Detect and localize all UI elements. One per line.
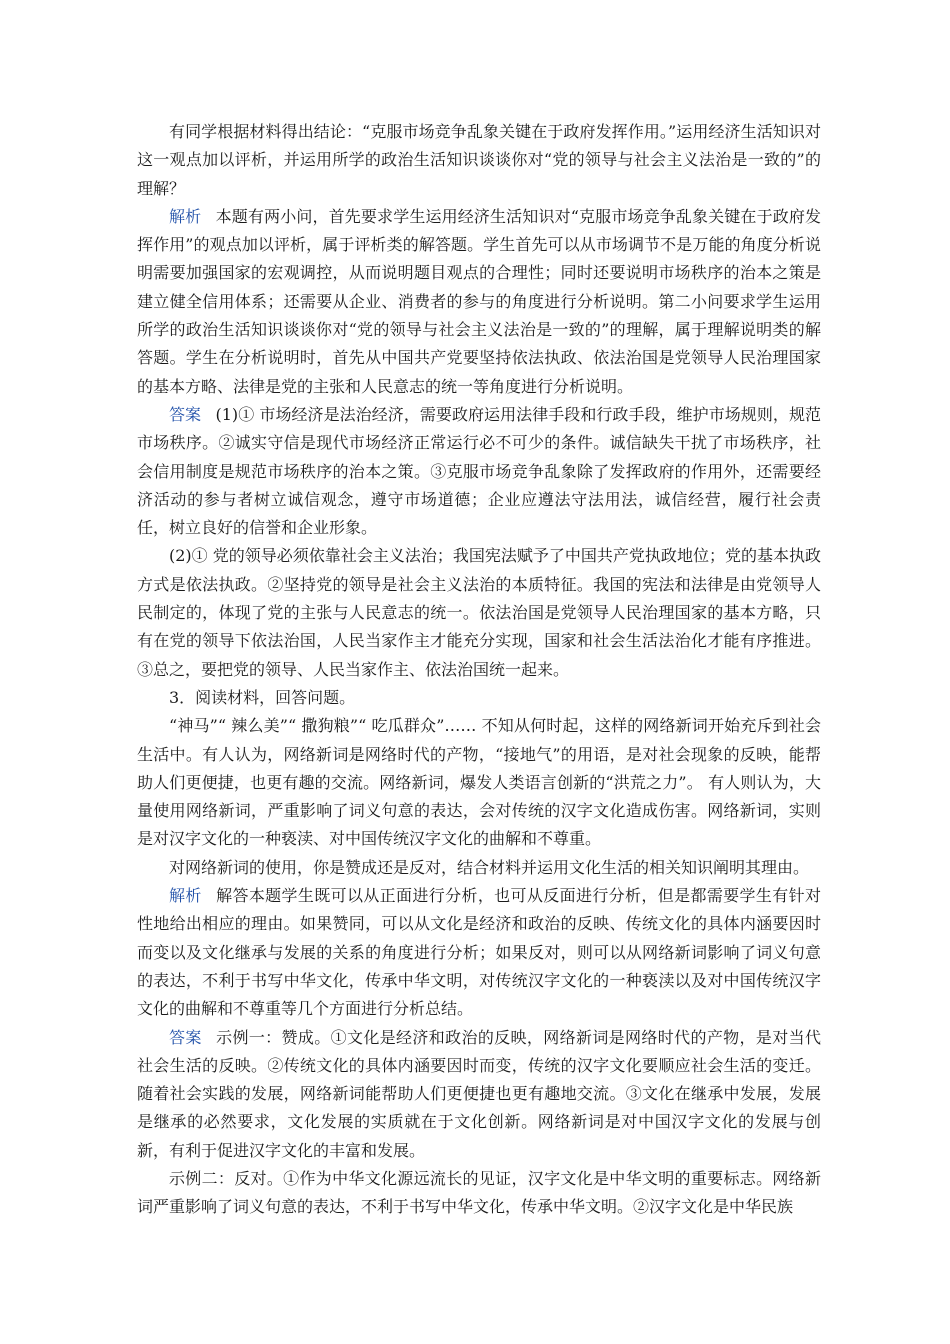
answer-label: 答案 <box>169 404 202 424</box>
paragraph-text: 示例二：反对。①作为中华文化源远流长的见证，汉字文化是中华文明的重要标志。网络新词严重影响了词义句意的表达，不利于书写中华文化，传承中华文明。②汉字文化是中华民族 <box>137 1168 821 1217</box>
paragraph-text: 对网络新词的使用，你是赞成还是反对，结合材料并运用文化生活的相关知识阐明其理由。 <box>169 857 810 877</box>
question-number-paragraph <box>137 684 821 712</box>
answer-paragraph <box>137 401 821 542</box>
answer-label: 答案 <box>169 1027 202 1047</box>
paragraph-text: 3．阅读材料，回答问题。 <box>169 687 356 707</box>
document-body <box>137 118 821 1222</box>
paragraph-text: 解答本题学生既可以从正面进行分析，也可从反面进行分析，但是都需要学生有针对性地给出相应的理由。如果赞同，可以从文化是经济和政治的反映、传统文化的具体内涵要因时而变以及文化继承与发展的关系的角度进行分析；如果反对，则可以从网络新词影响了词义句意的表达，不利于书写中华文化，传承中华文明，对传统汉字文化的一种亵渎以及对中国传统汉字文化的曲解和不尊重等几个方面进行分析总结。 <box>137 886 821 1019</box>
answer-example-paragraph <box>137 1165 821 1222</box>
paragraph-text: (2)① 党的领导必须依靠社会主义法治；我国宪法赋予了中国共产党执政地位；党的基本执政方式是依法执政。②坚持党的领导是社会主义法治的本质特征。我国的宪法和法律是由党领导人民制定的，体现了党的主张与人民意志的统一。依法治国是党领导人民治理国家的基本方略，只有在党的领导下依法治国，人民当家作主才能充分实现，国家和社会生活法治化才能有序推进。③总之，要把党的领导、人民当家作主、依法治国统一起来。 <box>137 546 821 679</box>
analysis-paragraph <box>137 203 821 401</box>
paragraph-text: 本题有两小问，首先要求学生运用经济生活知识对“克服市场竞争乱象关键在于政府发挥作用”的观点加以评析，属于评析类的解答题。学生首先可以从市场调节不是万能的角度分析说明需要加强国家的宏观调控，从而说明题目观点的合理性；同时还要说明市场秩序的治本之策是建立健全信用体系；还需要从企业、消费者的参与的角度进行分析说明。第二小问要求学生运用所学的政治生活知识谈谈你对“党的领导与社会主义法治是一致的”的理解，属于理解说明类的解答题。学生在分析说明时，首先从中国共产党要坚持依法执政、依法治国是党领导人民治理国家的基本方略、法律是党的主张和人民意志的统一等角度进行分析说明。 <box>137 206 821 396</box>
answer-paragraph <box>137 1024 821 1165</box>
question-paragraph <box>137 118 821 203</box>
paragraph-text: “神马”“ 辣么美”“ 撒狗粮”“ 吃瓜群众”…… 不知从何时起，这样的网络新词开始充斥到社会生活中。有人认为，网络新词是网络时代的产物，“接地气”的用语，是对社会现象的反映，能帮助人们更便捷，也更有趣的交流。网络新词，爆发人类语言创新的“洪荒之力”。 有人则认为，大量使用网络新词，严重影响了词义句意的表达，会对传统的汉字文化造成伤害。网络新词，实则是对汉字文化的一种亵渎、对中国传统汉字文化的曲解和不尊重。 <box>137 716 821 849</box>
paragraph-text: (1)① 市场经济是法治经济，需要政府运用法律手段和行政手段，维护市场规则，规范市场秩序。②诚实守信是现代市场经济正常运行必不可少的条件。诚信缺失干扰了市场秩序，社会信用制度是规范市场秩序的治本之策。③克服市场竞争乱象除了发挥政府的作用外，还需要经济活动的参与者树立诚信观念，遵守市场道德；企业应遵法守法用法，诚信经营，履行社会责任，树立良好的信誉和企业形象。 <box>137 404 821 538</box>
question-paragraph <box>137 854 821 882</box>
analysis-label: 解析 <box>169 206 202 226</box>
analysis-label: 解析 <box>169 886 202 906</box>
paragraph-text: 有同学根据材料得出结论：“克服市场竞争乱象关键在于政府发挥作用。”运用经济生活知识对这一观点加以评析，并运用所学的政治生活知识谈谈你对“党的领导与社会主义法治是一致的”的理解？ <box>137 122 821 198</box>
material-paragraph <box>137 712 821 853</box>
answer-continuation-paragraph <box>137 542 821 683</box>
paragraph-text: 示例一：赞成。①文化是经济和政治的反映，网络新词是网络时代的产物，是对当代社会生活的反映。②传统文化的具体内涵要因时而变，传统的汉字文化要顺应社会生活的变迁。随着社会实践的发展，网络新词能帮助人们更便捷也更有趣地交流。③文化在继承中发展，发展是继承的必然要求，文化发展的实质就在于文化创新。网络新词是对中国汉字文化的发展与创新，有利于促进汉字文化的丰富和发展。 <box>137 1027 821 1160</box>
analysis-paragraph <box>137 882 821 1023</box>
